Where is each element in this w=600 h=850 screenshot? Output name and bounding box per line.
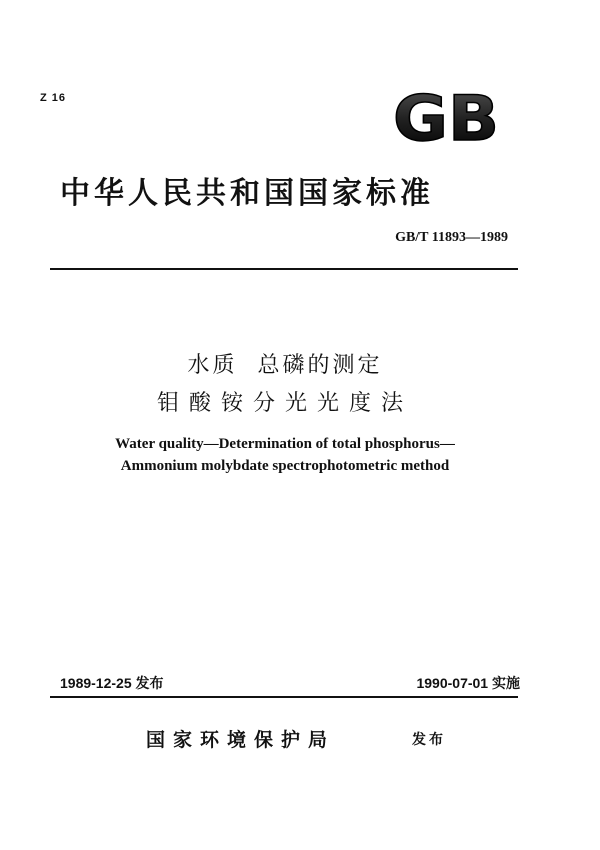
organization-title: 中华人民共和国国家标准 xyxy=(60,176,434,211)
standard-number: GB/T 11893—1989 xyxy=(395,230,508,245)
classification-code: Z 16 xyxy=(40,92,67,104)
title-chinese-line-2: 钼酸铵分光光度法 xyxy=(156,391,413,416)
title-english-line-1: Water quality—Determination of total phosphorus— xyxy=(115,436,455,452)
bottom-divider xyxy=(50,696,518,698)
top-divider xyxy=(50,268,518,270)
issuing-authority: 国家环境保护局 xyxy=(146,729,336,751)
issue-label: 发布 xyxy=(412,732,446,748)
title-chinese-line-1: 水质 总磷的测定 xyxy=(187,353,383,378)
implementation-date: 1990-07-01 实施 xyxy=(416,675,520,691)
gb-logo xyxy=(391,88,501,146)
issue-date: 1989-12-25 发布 xyxy=(60,675,164,691)
title-english-line-2: Ammonium molybdate spectrophotometric method xyxy=(120,458,450,474)
svg-text:GB: GB xyxy=(393,88,499,146)
